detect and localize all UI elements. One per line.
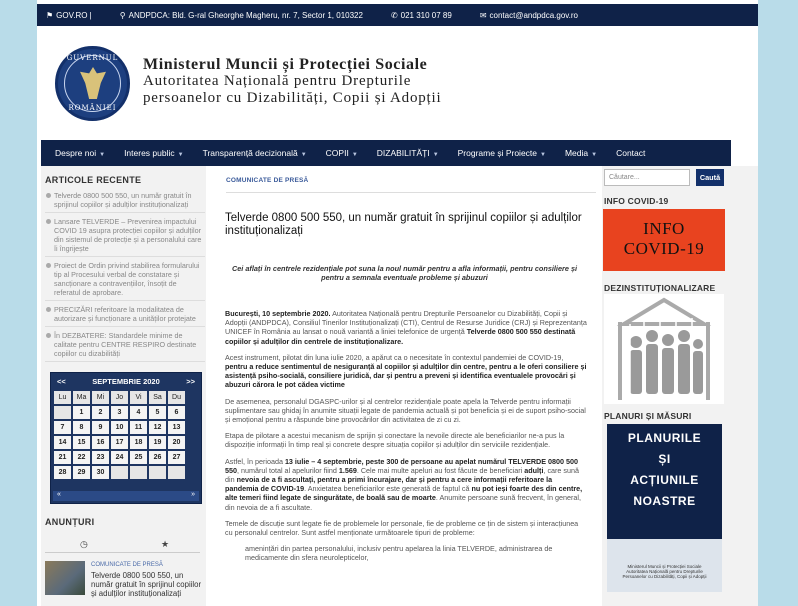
calendar-day[interactable]: 12 bbox=[149, 421, 166, 434]
weekday-label: Vi bbox=[130, 391, 147, 404]
calendar-prev-button[interactable]: << bbox=[57, 376, 66, 386]
search-button[interactable]: Caută bbox=[696, 169, 724, 186]
recent-articles-heading: ARTICOLE RECENTE bbox=[45, 175, 142, 185]
nav-contact[interactable]: Contact bbox=[616, 148, 646, 158]
chevron-down-icon: ▼ bbox=[177, 152, 184, 158]
calendar-day[interactable]: 13 bbox=[168, 421, 185, 434]
calendar-day[interactable]: 19 bbox=[149, 436, 166, 449]
weekday-label: Jo bbox=[111, 391, 128, 404]
phone-info[interactable]: ✆ 021 310 07 89 bbox=[390, 10, 452, 20]
calendar-day[interactable]: 24 bbox=[111, 451, 128, 464]
announcements bbox=[45, 517, 205, 598]
weekday-label: Mi bbox=[92, 391, 109, 404]
right-sidebar bbox=[602, 166, 758, 606]
calendar-day[interactable]: 7 bbox=[54, 421, 71, 434]
calendar-day[interactable]: 27 bbox=[168, 451, 185, 464]
article-lead: Cei aflați în centrele rezidențiale pot suna la noul număr pentru a afla informații, pentru consiliere și pentru a semnala eventuale probleme și abuzuri bbox=[231, 264, 578, 283]
announcement-thumbnail[interactable] bbox=[45, 561, 85, 595]
address-info: ⚲ ANDPDCA: Bld. G-ral Gheorghe Magheru, nr. 7, Sector 1, 010322 bbox=[119, 10, 363, 20]
calendar-footer-prev[interactable]: « bbox=[57, 491, 61, 498]
nav-interes-public[interactable]: Interes public ▼ bbox=[124, 148, 184, 158]
gov-link[interactable]: ⚑ GOV.RO | bbox=[46, 10, 92, 20]
recent-articles-list bbox=[45, 191, 205, 362]
calendar-day[interactable]: 17 bbox=[111, 436, 128, 449]
list-item[interactable]: PRECIZĂRI referitoare la modalitatea de autorizare și funcționare a unităților protejate bbox=[45, 305, 205, 327]
calendar-day[interactable]: 3 bbox=[111, 406, 128, 419]
plans-footer-line2: Autoritatea Națională pentru Drepturile bbox=[626, 569, 703, 574]
calendar-day[interactable]: 22 bbox=[73, 451, 90, 464]
deinstitutionalization-heading: DEZINSTITUȚIONALIZARE bbox=[604, 283, 716, 293]
authority-name-line2: persoanelor cu Dizabilități, Copii și Adopții bbox=[143, 90, 442, 106]
authority-name-line1: Autoritatea Națională pentru Drepturile bbox=[143, 73, 412, 89]
calendar-empty-cell bbox=[54, 406, 71, 419]
covid-banner-line2: COVID-19 bbox=[623, 239, 705, 258]
calendar-grid bbox=[52, 389, 187, 481]
calendar-day[interactable]: 6 bbox=[168, 406, 185, 419]
calendar-empty-cell bbox=[130, 466, 147, 479]
chevron-down-icon: ▼ bbox=[300, 152, 307, 158]
plans-line3: ACȚIUNILE bbox=[630, 473, 699, 487]
calendar-day[interactable]: 9 bbox=[92, 421, 109, 434]
list-item[interactable]: În DEZBATERE: Standardele minime de calitate pentru CENTRE RESPIRO destinate copiilor cu dizabilități bbox=[45, 331, 205, 362]
weekday-label: Sa bbox=[149, 391, 166, 404]
logo-bottom-text: ROMÂNIEI bbox=[68, 104, 117, 112]
phone-icon: ✆ bbox=[390, 10, 398, 20]
government-logo[interactable] bbox=[55, 46, 130, 121]
calendar-header bbox=[51, 373, 201, 389]
people-group-icon bbox=[604, 294, 724, 404]
weekday-label: Ma bbox=[73, 391, 90, 404]
announcements-tabs bbox=[45, 539, 200, 553]
plans-line1: PLANURILE bbox=[627, 431, 702, 445]
nav-dizabilitati[interactable]: DIZABILITĂȚI ▼ bbox=[376, 148, 439, 158]
plans-banner-footer bbox=[607, 564, 722, 579]
top-bar bbox=[37, 4, 758, 26]
nav-despre-noi[interactable]: Despre noi ▼ bbox=[55, 148, 106, 158]
list-item[interactable]: Telverde 0800 500 550, un număr gratuit în sprijinul copiilor și adulților instituționalizați bbox=[45, 191, 205, 213]
calendar-day[interactable]: 15 bbox=[73, 436, 90, 449]
divider bbox=[226, 192, 596, 193]
main-nav bbox=[41, 140, 731, 166]
calendar-day[interactable]: 18 bbox=[130, 436, 147, 449]
calendar-footer bbox=[53, 491, 199, 501]
plans-banner[interactable] bbox=[607, 424, 722, 592]
calendar-empty-cell bbox=[111, 466, 128, 479]
nav-transparenta[interactable]: Transparență decizională ▼ bbox=[202, 148, 307, 158]
article-paragraph: De asemenea, personalul DGASPC-urilor și al centrelor rezidențiale poate apela la Telverde pentru informații suplimentare sau ghidaj în anumite situații legate de pandemia actuală și pot beneficia și ei de suport psiho-social și emoțional pentru a răspunde bine provocărilor din activitatea de zi cu zi. bbox=[225, 396, 586, 425]
calendar-empty-cell bbox=[149, 466, 166, 479]
article-paragraph: Astfel, în perioada 13 iulie – 4 septembrie, peste 300 de persoane au apelat numărul TELVERDE 0800 500 550, numărul total al apelurilor fiind 1.569. Cele mai multe apeluri au fost făcute de beneficiari adulți, care sună din nevoia de a fi ascultați, pentru a primi încurajare, dar și pentru a cere informații referitoare la pandemia de COVID-19. Anxietatea beneficiarilor este generată de faptul că nu pot ieși foarte des din centre, alte temeri fiind legate de singurătate, de boală sau de moarte. Anumite persoane sună frecvent, în general, din nevoia de a fi ascultate. bbox=[225, 456, 583, 512]
calendar-day[interactable]: 16 bbox=[92, 436, 109, 449]
calendar-day[interactable]: 25 bbox=[130, 451, 147, 464]
calendar-day[interactable]: 2 bbox=[92, 406, 109, 419]
email-link[interactable]: ✉ contact@andpdca.gov.ro bbox=[479, 10, 579, 20]
announcement-category[interactable]: COMUNICATE DE PRESĂ bbox=[91, 562, 163, 568]
article-category[interactable]: COMUNICATE DE PRESĂ bbox=[226, 177, 309, 184]
calendar-day[interactable]: 29 bbox=[73, 466, 90, 479]
calendar-day[interactable]: 5 bbox=[149, 406, 166, 419]
calendar-day[interactable]: 10 bbox=[111, 421, 128, 434]
article-paragraph: Temele de discuție sunt legate fie de problemele lor personale, fie de probleme ce țin de sistem și interacțiunea cu personalul centrelor. Sunt astfel menționate următoarele tipuri de probleme: bbox=[225, 518, 579, 538]
site-title bbox=[143, 56, 441, 107]
ministry-name: Ministerul Muncii și Protecției Sociale bbox=[143, 56, 428, 73]
chevron-down-icon: ▼ bbox=[540, 152, 546, 158]
calendar-day[interactable]: 8 bbox=[73, 421, 90, 434]
plans-footer-line1: Ministerul Muncii și Protecției Sociale bbox=[627, 564, 702, 569]
chevron-down-icon: ▼ bbox=[351, 152, 358, 158]
calendar-day[interactable]: 21 bbox=[54, 451, 71, 464]
list-item[interactable]: Proiect de Ordin privind stabilirea formularului tip al Procesului verbal de constatare și sancționare a contravențiilor, însoțit de referatul de aprobare. bbox=[45, 261, 205, 301]
plans-line4: NOASTRE bbox=[633, 494, 696, 508]
left-sidebar bbox=[41, 166, 206, 606]
logo-top-text: GUVERNUL bbox=[66, 54, 119, 62]
calendar-day[interactable]: 14 bbox=[54, 436, 71, 449]
calendar-day[interactable]: 26 bbox=[149, 451, 166, 464]
main-content bbox=[209, 166, 599, 606]
recent-articles bbox=[45, 175, 205, 366]
nav-programe[interactable]: Programe și Proiecte ▼ bbox=[457, 148, 546, 158]
calendar-empty-cell bbox=[168, 466, 185, 479]
announcement-title[interactable]: Telverde 0800 500 550, un număr gratuit în sprijinul copiilor și adulților instituționalizați bbox=[91, 571, 202, 598]
envelope-icon: ✉ bbox=[479, 10, 487, 20]
calendar-day[interactable]: 30 bbox=[92, 466, 109, 479]
plans-banner-title bbox=[607, 424, 722, 539]
covid-heading: INFO COVID-19 bbox=[604, 196, 669, 206]
flag-icon: ⚑ bbox=[46, 10, 54, 20]
calendar-widget bbox=[50, 372, 202, 504]
calendar-day[interactable]: 4 bbox=[130, 406, 147, 419]
calendar-month-title: SEPTEMBRIE 2020 bbox=[92, 376, 160, 386]
calendar-day[interactable]: 23 bbox=[92, 451, 109, 464]
plans-heading: PLANURI ȘI MĂSURI bbox=[604, 411, 692, 421]
site-header bbox=[37, 26, 758, 140]
calendar-day[interactable]: 28 bbox=[54, 466, 71, 479]
article-body bbox=[225, 309, 587, 570]
nav-media[interactable]: Media ▼ bbox=[564, 148, 598, 158]
covid-banner-line1: INFO bbox=[643, 219, 685, 238]
star-icon[interactable]: ★ bbox=[161, 539, 170, 549]
search-input[interactable]: Căutare... bbox=[604, 169, 690, 186]
calendar-footer-next[interactable]: » bbox=[191, 491, 195, 498]
deinstitutionalization-banner[interactable] bbox=[604, 294, 724, 404]
weekday-label: Lu bbox=[54, 391, 71, 404]
article-title: Telverde 0800 500 550, un număr gratuit în sprijinul copiilor și adulților instituționalizați bbox=[225, 212, 582, 237]
calendar-day[interactable]: 20 bbox=[168, 436, 185, 449]
article-paragraph: Acest instrument, pilotat din luna iulie 2020, a apărut ca o necesitate în contextul pandemiei de COVID-19, pentru a reduce sentimentul de nesiguranță al copiilor și adulților din centre, pentru a le oferi consiliere și asistență psiho-socială, consiliere juridică, dar și pentru a preveni și identifica eventualele provocări și abuzuri cărora le pot cădea victime bbox=[225, 352, 587, 390]
calendar-day[interactable]: 1 bbox=[73, 406, 90, 419]
weekday-label: Du bbox=[168, 391, 185, 404]
chevron-down-icon: ▼ bbox=[99, 152, 106, 158]
list-item[interactable]: Lansare TELVERDE – Prevenirea impactului COVID 19 asupra protecției copiilor și adulților din sistemul de protecție și a personalului care îi îngrijește bbox=[45, 217, 205, 257]
covid-banner[interactable] bbox=[603, 209, 725, 271]
article-paragraph: București, 10 septembrie 2020. Autoritatea Națională pentru Drepturile Persoanelor cu Dizabilități, Copii și Adopții (ANDPDCA), Consiliul Tinerilor Instituționalizați (CTI), Centrul de Resurse Juridice (CRJ) și Reprezentanța UNICEF în România au lansat o nouă variantă a liniei telefonice de urgență Telverde 0800 500 550 destinată copiilor și adulților din centrele de instituționalizare. bbox=[225, 309, 587, 346]
page bbox=[37, 0, 758, 606]
article-list-item: amenințări din partea personalului, inclusiv pentru apelarea la linia TELVERDE, administrarea de medicamente din sfera neurolepticelor, bbox=[245, 544, 553, 563]
chevron-down-icon: ▼ bbox=[432, 152, 439, 158]
plans-footer-line3: Persoanelor cu Dizabilități, Copii și Adopții bbox=[622, 574, 707, 579]
nav-copii[interactable]: COPII ▼ bbox=[325, 148, 358, 158]
plans-line2: ȘI bbox=[658, 452, 671, 466]
article-paragraph: Etapa de pilotare a acestui mecanism de sprijin și conectare la nevoile directe ale beneficiarilor ne-a pus la dispoziție informații în timp real și concrete despre situația copiilor și adulților din serviciile rezidențiale. bbox=[225, 431, 565, 450]
calendar-day[interactable]: 11 bbox=[130, 421, 147, 434]
calendar-next-button[interactable]: >> bbox=[186, 376, 195, 386]
announcements-heading: ANUNȚURI bbox=[45, 517, 95, 527]
location-pin-icon: ⚲ bbox=[119, 10, 126, 20]
chevron-down-icon: ▼ bbox=[591, 152, 598, 158]
clock-icon[interactable]: ◷ bbox=[80, 539, 88, 549]
